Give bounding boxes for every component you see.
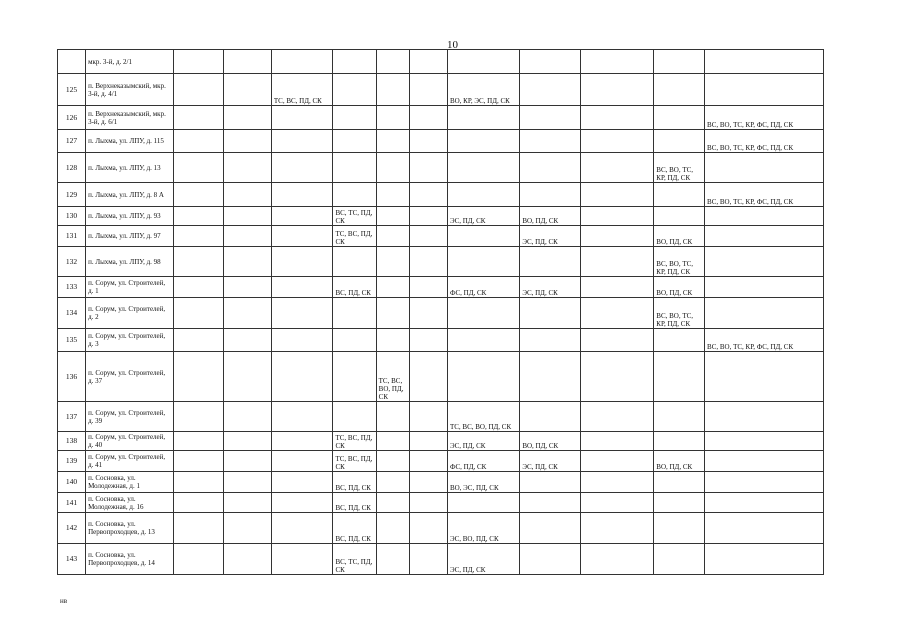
work-type-cell <box>705 493 824 513</box>
work-type-cell <box>224 153 272 183</box>
table-row <box>58 329 824 352</box>
address-cell: п. Лыхма, ул. ЛПУ, д. 8 А <box>86 183 174 207</box>
work-type-cell <box>580 513 653 544</box>
work-type-cell <box>520 74 581 106</box>
work-type-cell <box>224 247 272 277</box>
work-type-cell <box>271 402 333 432</box>
work-type-cell <box>520 183 581 207</box>
work-type-cell <box>520 50 581 74</box>
work-type-cell <box>271 329 333 352</box>
work-type-cell <box>224 451 272 472</box>
work-type-cell <box>271 544 333 575</box>
work-type-cell <box>520 493 581 513</box>
work-type-cell <box>410 513 448 544</box>
work-type-cell <box>173 50 224 74</box>
work-type-cell <box>580 226 653 247</box>
work-type-cell <box>173 472 224 493</box>
work-type-cell <box>410 298 448 329</box>
work-type-cell: ВО, ПД, СК <box>520 432 581 451</box>
work-type-cell <box>410 432 448 451</box>
table-row <box>58 74 824 106</box>
footer-mark: нв <box>60 597 68 605</box>
work-type-cell <box>520 247 581 277</box>
work-type-cell <box>173 130 224 153</box>
work-type-cell <box>173 183 224 207</box>
work-type-cell: ВС, ВО, ТС, КР, ФС, ПД, СК <box>705 106 824 130</box>
work-type-cell <box>376 402 409 432</box>
work-type-cell <box>376 130 409 153</box>
address-cell: п. Лыхма, ул. ЛПУ, д. 13 <box>86 153 174 183</box>
work-type-cell: ВО, ПД, СК <box>654 226 705 247</box>
address-cell: п. Лыхма, ул. ЛПУ, д. 98 <box>86 247 174 277</box>
work-type-cell <box>224 226 272 247</box>
work-type-cell <box>224 50 272 74</box>
work-type-cell <box>580 544 653 575</box>
work-type-cell <box>271 277 333 298</box>
row-number-cell: 142 <box>58 513 86 544</box>
work-type-cell: ВО, КР, ЭС, ПД, СК <box>447 74 519 106</box>
work-type-cell <box>654 513 705 544</box>
work-type-cell <box>520 153 581 183</box>
work-type-cell <box>173 277 224 298</box>
work-type-cell <box>447 106 519 130</box>
work-type-cell <box>224 183 272 207</box>
work-type-cell <box>224 544 272 575</box>
work-type-cell <box>447 298 519 329</box>
work-type-cell: ЭС, ВО, ПД, СК <box>447 513 519 544</box>
table-row <box>58 226 824 247</box>
work-type-cell <box>224 493 272 513</box>
work-type-cell: ВС, ПД, СК <box>333 277 376 298</box>
work-type-cell: ЭС, ПД, СК <box>520 277 581 298</box>
work-type-cell <box>654 352 705 402</box>
row-number-cell: 135 <box>58 329 86 352</box>
work-type-cell <box>376 544 409 575</box>
row-number-cell: 128 <box>58 153 86 183</box>
table-row <box>58 183 824 207</box>
work-type-cell <box>224 106 272 130</box>
work-type-cell <box>173 513 224 544</box>
work-type-cell <box>271 153 333 183</box>
work-type-cell <box>224 329 272 352</box>
work-type-cell <box>271 207 333 226</box>
address-cell: п. Сорум, ул. Строителей, д. 37 <box>86 352 174 402</box>
work-type-cell <box>173 74 224 106</box>
work-type-cell <box>271 247 333 277</box>
table-row <box>58 153 824 183</box>
work-type-cell <box>705 402 824 432</box>
work-type-cell <box>580 50 653 74</box>
work-type-cell <box>654 50 705 74</box>
work-type-cell <box>654 74 705 106</box>
work-type-cell <box>580 183 653 207</box>
work-type-cell <box>376 183 409 207</box>
work-type-cell <box>580 329 653 352</box>
row-number-cell <box>58 50 86 74</box>
work-type-cell <box>520 513 581 544</box>
work-type-cell: ЭС, ПД, СК <box>520 451 581 472</box>
table-row <box>58 472 824 493</box>
work-type-cell <box>173 298 224 329</box>
work-type-cell <box>410 451 448 472</box>
work-type-cell <box>654 183 705 207</box>
table-row <box>58 50 824 74</box>
work-type-cell <box>447 183 519 207</box>
work-type-cell: ФС, ПД, СК <box>447 277 519 298</box>
work-type-cell <box>333 153 376 183</box>
work-type-cell <box>447 226 519 247</box>
work-type-cell <box>520 544 581 575</box>
table-row <box>58 298 824 329</box>
work-type-cell: ВО, ПД, СК <box>654 451 705 472</box>
row-number-cell: 129 <box>58 183 86 207</box>
work-type-cell <box>224 432 272 451</box>
work-type-cell <box>520 130 581 153</box>
work-type-cell <box>654 207 705 226</box>
work-type-cell <box>705 472 824 493</box>
work-type-cell <box>173 207 224 226</box>
work-type-cell <box>705 544 824 575</box>
work-type-cell <box>271 226 333 247</box>
table-row <box>58 544 824 575</box>
work-type-cell <box>376 106 409 130</box>
work-type-cell <box>580 432 653 451</box>
work-type-cell <box>410 544 448 575</box>
work-type-cell: ВС, ВО, ТС, КР, ПД, СК <box>654 153 705 183</box>
work-type-cell <box>376 513 409 544</box>
table-row <box>58 451 824 472</box>
work-type-cell <box>580 74 653 106</box>
work-type-cell <box>271 451 333 472</box>
work-type-cell <box>705 207 824 226</box>
work-type-cell <box>705 226 824 247</box>
address-cell: п. Сорум, ул. Строителей, д. 1 <box>86 277 174 298</box>
work-type-cell <box>580 277 653 298</box>
work-type-cell: ТС, ВС, ПД, СК <box>333 432 376 451</box>
work-type-cell <box>705 352 824 402</box>
page-number: 10 <box>447 39 458 51</box>
table-row <box>58 207 824 226</box>
work-type-cell: ФС, ПД, СК <box>447 451 519 472</box>
work-type-cell <box>271 432 333 451</box>
work-type-cell <box>580 130 653 153</box>
row-number-cell: 131 <box>58 226 86 247</box>
work-type-cell <box>410 74 448 106</box>
work-type-cell <box>224 130 272 153</box>
work-type-cell <box>224 513 272 544</box>
work-type-cell <box>654 130 705 153</box>
work-type-cell: ТС, ВС, ПД, СК <box>333 226 376 247</box>
work-type-cell <box>333 183 376 207</box>
work-type-cell <box>410 493 448 513</box>
work-type-cell <box>271 298 333 329</box>
schedule-table <box>57 49 824 575</box>
work-type-cell <box>376 247 409 277</box>
work-type-cell: ВС, ПД, СК <box>333 493 376 513</box>
address-cell: п. Верхнеказымский, мкр. 3-й, д. 6/1 <box>86 106 174 130</box>
work-type-cell: ВС, ВО, ТС, КР, ПД, СК <box>654 247 705 277</box>
work-type-cell: ВС, ВО, ТС, КР, ФС, ПД, СК <box>705 183 824 207</box>
work-type-cell <box>520 472 581 493</box>
address-cell: п. Лыхма, ул. ЛПУ, д. 93 <box>86 207 174 226</box>
address-cell: п. Сосновка, ул. Молодежная, д. 1 <box>86 472 174 493</box>
work-type-cell <box>410 226 448 247</box>
work-type-cell <box>224 472 272 493</box>
work-type-cell <box>224 352 272 402</box>
work-type-cell <box>173 432 224 451</box>
work-type-cell <box>580 298 653 329</box>
work-type-cell: ТС, ВС, ПД, СК <box>333 451 376 472</box>
work-type-cell <box>173 153 224 183</box>
table-row <box>58 352 824 402</box>
work-type-cell <box>224 298 272 329</box>
work-type-cell <box>410 352 448 402</box>
table-row <box>58 277 824 298</box>
work-type-cell <box>520 106 581 130</box>
address-cell: п. Сорум, ул. Строителей, д. 3 <box>86 329 174 352</box>
work-type-cell <box>410 247 448 277</box>
work-type-cell <box>376 493 409 513</box>
work-type-cell <box>173 106 224 130</box>
address-cell: п. Сорум, ул. Строителей, д. 39 <box>86 402 174 432</box>
work-type-cell <box>410 153 448 183</box>
work-type-cell: ВС, ВО, ТС, КР, ФС, ПД, СК <box>705 329 824 352</box>
address-cell: п. Сорум, ул. Строителей, д. 2 <box>86 298 174 329</box>
work-type-cell <box>333 352 376 402</box>
row-number-cell: 140 <box>58 472 86 493</box>
work-type-cell <box>224 277 272 298</box>
work-type-cell <box>654 329 705 352</box>
work-type-cell: ЭС, ПД, СК <box>447 207 519 226</box>
address-cell: п. Лыхма, ул. ЛПУ, д. 97 <box>86 226 174 247</box>
work-type-cell <box>271 513 333 544</box>
work-type-cell <box>376 451 409 472</box>
table-row <box>58 432 824 451</box>
work-type-cell <box>376 74 409 106</box>
work-type-cell <box>333 402 376 432</box>
work-type-cell: ВС, ВО, ТС, КР, ПД, СК <box>654 298 705 329</box>
work-type-cell <box>654 106 705 130</box>
work-type-cell <box>654 432 705 451</box>
work-type-cell <box>376 50 409 74</box>
work-type-cell <box>224 402 272 432</box>
work-type-cell <box>580 402 653 432</box>
work-type-cell: ВО, ПД, СК <box>654 277 705 298</box>
work-type-cell <box>173 352 224 402</box>
work-type-cell <box>705 50 824 74</box>
row-number-cell: 127 <box>58 130 86 153</box>
work-type-cell: ВС, ПД, СК <box>333 472 376 493</box>
work-type-cell <box>654 544 705 575</box>
work-type-cell <box>447 329 519 352</box>
work-type-cell: ВО, ПД, СК <box>520 207 581 226</box>
work-type-cell: ЭС, ПД, СК <box>447 432 519 451</box>
address-cell: п. Сорум, ул. Строителей, д. 41 <box>86 451 174 472</box>
work-type-cell <box>333 130 376 153</box>
row-number-cell: 133 <box>58 277 86 298</box>
work-type-cell <box>271 183 333 207</box>
row-number-cell: 139 <box>58 451 86 472</box>
work-type-cell <box>173 402 224 432</box>
work-type-cell <box>224 74 272 106</box>
work-type-cell <box>410 277 448 298</box>
work-type-cell <box>376 153 409 183</box>
row-number-cell: 134 <box>58 298 86 329</box>
work-type-cell <box>654 402 705 432</box>
work-type-cell <box>580 153 653 183</box>
work-type-cell <box>376 277 409 298</box>
work-type-cell <box>580 352 653 402</box>
work-type-cell <box>580 207 653 226</box>
work-type-cell <box>376 329 409 352</box>
work-type-cell: ВО, ЭС, ПД, СК <box>447 472 519 493</box>
table-row <box>58 106 824 130</box>
address-cell: п. Сосновка, ул. Первопроходцев, д. 14 <box>86 544 174 575</box>
address-cell: п. Сорум, ул. Строителей, д. 40 <box>86 432 174 451</box>
work-type-cell: ВС, ТС, ПД, СК <box>333 207 376 226</box>
work-type-cell <box>271 472 333 493</box>
work-type-cell: ВС, ПД, СК <box>333 513 376 544</box>
row-number-cell: 141 <box>58 493 86 513</box>
work-type-cell <box>333 329 376 352</box>
work-type-cell <box>410 472 448 493</box>
work-type-cell <box>410 50 448 74</box>
work-type-cell <box>271 50 333 74</box>
row-number-cell: 143 <box>58 544 86 575</box>
table-row <box>58 493 824 513</box>
work-type-cell <box>410 183 448 207</box>
table-row <box>58 130 824 153</box>
work-type-cell <box>705 277 824 298</box>
work-type-cell <box>654 493 705 513</box>
work-type-cell <box>173 329 224 352</box>
address-cell: п. Лыхма, ул. ЛПУ, д. 115 <box>86 130 174 153</box>
work-type-cell <box>447 50 519 74</box>
address-cell: п. Верхнеказымский, мкр. 3-й, д. 4/1 <box>86 74 174 106</box>
work-type-cell <box>376 472 409 493</box>
table-row <box>58 402 824 432</box>
work-type-cell <box>580 247 653 277</box>
table-row <box>58 513 824 544</box>
row-number-cell: 125 <box>58 74 86 106</box>
work-type-cell <box>705 451 824 472</box>
work-type-cell <box>376 207 409 226</box>
work-type-cell <box>705 432 824 451</box>
work-type-cell <box>173 226 224 247</box>
address-cell: п. Сосновка, ул. Первопроходцев, д. 13 <box>86 513 174 544</box>
table-row <box>58 247 824 277</box>
work-type-cell <box>333 50 376 74</box>
work-type-cell <box>447 153 519 183</box>
work-type-cell <box>173 493 224 513</box>
work-type-cell <box>705 513 824 544</box>
work-type-cell <box>333 106 376 130</box>
work-type-cell <box>447 130 519 153</box>
row-number-cell: 130 <box>58 207 86 226</box>
work-type-cell <box>333 298 376 329</box>
work-type-cell <box>173 451 224 472</box>
row-number-cell: 138 <box>58 432 86 451</box>
work-type-cell <box>447 247 519 277</box>
work-type-cell <box>333 74 376 106</box>
work-type-cell <box>410 329 448 352</box>
work-type-cell <box>580 493 653 513</box>
work-type-cell <box>376 432 409 451</box>
row-number-cell: 137 <box>58 402 86 432</box>
row-number-cell: 132 <box>58 247 86 277</box>
work-type-cell <box>333 247 376 277</box>
work-type-cell <box>410 106 448 130</box>
work-type-cell <box>520 352 581 402</box>
work-type-cell <box>580 106 653 130</box>
work-type-cell: ВС, ВО, ТС, КР, ФС, ПД, СК <box>705 130 824 153</box>
work-type-cell <box>224 207 272 226</box>
work-type-cell <box>376 298 409 329</box>
work-type-cell <box>520 402 581 432</box>
work-type-cell <box>271 106 333 130</box>
address-cell: п. Сосновка, ул. Молодежная, д. 16 <box>86 493 174 513</box>
work-type-cell: ЭС, ПД, СК <box>447 544 519 575</box>
row-number-cell: 136 <box>58 352 86 402</box>
work-type-cell <box>410 130 448 153</box>
work-type-cell <box>520 298 581 329</box>
work-type-cell: ТС, ВС, ПД, СК <box>271 74 333 106</box>
work-type-cell <box>705 247 824 277</box>
work-type-cell <box>271 493 333 513</box>
work-type-cell <box>271 352 333 402</box>
work-type-cell <box>705 153 824 183</box>
work-type-cell <box>654 472 705 493</box>
work-type-cell <box>376 226 409 247</box>
work-type-cell <box>173 247 224 277</box>
work-type-cell: ТС, ВС, ВО, ПД, СК <box>447 402 519 432</box>
work-type-cell <box>447 493 519 513</box>
work-type-cell <box>520 329 581 352</box>
work-type-cell <box>705 74 824 106</box>
work-type-cell <box>410 207 448 226</box>
work-type-cell <box>447 352 519 402</box>
work-type-cell <box>705 298 824 329</box>
address-cell: мкр. 3-й, д. 2/1 <box>86 50 174 74</box>
work-type-cell: ВС, ТС, ПД, СК <box>333 544 376 575</box>
work-type-cell: ЭС, ПД, СК <box>520 226 581 247</box>
row-number-cell: 126 <box>58 106 86 130</box>
work-type-cell <box>580 472 653 493</box>
work-type-cell: ТС, ВС, ВО, ПД, СК <box>376 352 409 402</box>
work-type-cell <box>173 544 224 575</box>
work-type-cell <box>410 402 448 432</box>
work-type-cell <box>580 451 653 472</box>
work-type-cell <box>271 130 333 153</box>
